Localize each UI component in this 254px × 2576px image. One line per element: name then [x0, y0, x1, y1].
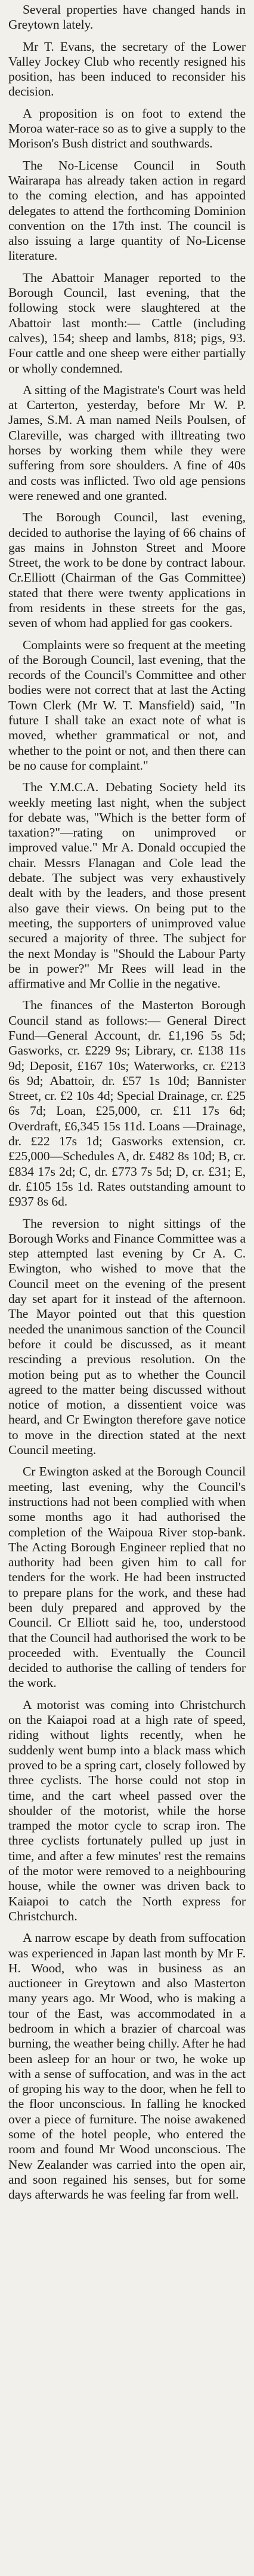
news-item-properties-sold: Several properties have changed hands in Greytown lately.: [8, 2, 246, 32]
news-item-abattoir-report: The Abattoir Manager reported to the Borough Council, last evening, that the following stock were slaughtered at the Abattoir last month:— Cattle (including calves), 154; sheep and lambs, 818; pigs, 93. Four cattle and one sheep were either partially or wholly condemned.: [8, 270, 246, 376]
news-item-water-race: A proposition is on foot to extend the Moroa water-race so as to give a supply to the Morison's Bush district and southwards.: [8, 106, 246, 151]
news-item-council-records: Complaints were so frequent at the meeting of the Borough Council, last evening, that the records of the Council's Committee and other bodies were not correct that at last the Acting Town Clerk (Mr W. T. Mansfield) said, "In future I shall take an exact note of what is moved, whether grammatical or not, and whether to the point or not, and then there can be no cause for complaint.": [8, 637, 246, 773]
news-item-gas-mains: The Borough Council, last evening, decided to authorise the laying of 66 chains of gas mains in Johnston Street and Moore Street, the work to be done by contract labour. Cr.Elliott (Chairman of the Gas Committee) stated that there were twenty applications in from residents in these streets for the gas, seven of whom had applied for gas cookers.: [8, 510, 246, 631]
news-item-borough-finances: The finances of the Masterton Borough Council stand as follows:— General Direct Fund—General Account, dr. £1,196 5s 5d; Gasworks, cr. £229 9s; Library, cr. £138 11s 9d; Deposit, £167 10s; Waterworks, cr. £213 6s 9d; Abattoir, dr. £57 1s 10d; Bannister Street, cr. £2 10s 4d; Special Drainage, cr. £25 6s 7d; Loan, £25,000, cr. £11 17s 6d; Overdraft, £6,345 15s 11d. Loans —Drainage, dr. £22 17s 1d; Gasworks extension, cr. £25,000—Schedules A, dr. £482 8s 10d; B, cr. £834 17s 2d; C, dr. £773 7s 5d; D, cr. £31; E, dr. £105 15s 1d. Rates outstanding amount to £937 8s 6d.: [8, 998, 246, 1209]
news-item-suffocation-escape: A narrow escape by death from suffocation was experienced in Japan last month by Mr F. H. Wood, who was in business as an auctioneer in Greytown and also Masterton many years ago. Mr Wood, who is making a tour of the East, was accommodated in a bedroom in which a brazier of charcoal was burning, the weather being chilly. After he had been asleep for an hour or two, he woke up with a sense of suffocation, and was in the act of groping his way to the door, when he fell to the floor unconscious. In falling he knocked over a piece of furniture. The noise awakened some of the hotel people, who entered the room and found Mr Wood unconscious. The New Zealander was carried into the open air, and soon regained his senses, but for some days afterwards he was feeling far from well.: [8, 1931, 246, 2202]
news-item-magistrates-court: A sitting of the Magistrate's Court was held at Carterton, yesterday, before Mr W. P. James, S.M. A man named Neils Poulsen, of Clareville, was charged with illtreating two horses by working them while they were suffering from sore shoulders. A fine of 40s and costs was inflicted. Two old age pensions were renewed and one granted.: [8, 382, 246, 503]
news-item-motorist-accident: A motorist was coming into Christchurch on the Kaiapoi road at a high rate of speed, riding without lights recently, when he suddenly went bump into a black mass which proved to be a spring cart, closely followed by three cyclists. The horse could not stop in time, and the cart wheel passed over the shoulder of the motorist, while the horse tramped the motor cycle to scrap iron. The three cyclists fortunately pulled up just in time, and after a few minutes' rest the remains of the motor were removed to a neighbouring house, while the owner was driven back to Kaiapoi to catch the North express for Christchurch.: [8, 1697, 246, 1923]
news-item-ymca-debate: The Y.M.C.A. Debating Society held its weekly meeting last night, when the subject for debate was, "Which is the better form of taxation?"—rating on unimproved or improved value." Mr A. Donald occupied the chair. Messrs Flanagan and Cole lead the debate. The subject was very exhaustively dealt with by the leaders, and those present also gave their views. On being put to the meeting, the supporters of unimproved value secured a majority of three. The subject for the next Monday is "Should the Labour Party be in power?" Mr Rees will lead in the affirmative and Mr Collie in the negative.: [8, 780, 246, 991]
news-item-no-license-council: The No-License Council in South Wairarapa has already taken action in regard to the coming election, and has appointed delegates to attend the forthcoming Dominion convention on the 17th inst. The council is also issuing a large quantity of No-License literature.: [8, 158, 246, 263]
news-item-night-sittings: The reversion to night sittings of the Borough Works and Finance Committee was a step attempted last evening by Cr A. C. Ewington, who wished to move that the Council meet on the evening of the present day set apart for it instead of the afternoon. The Mayor pointed out that this question needed the unanimous sanction of the Council before it could be discussed, as it meant rescinding a previous resolution. On the motion being put as to whether the Council agreed to the matter being discussed without notice of motion, a dissentient voice was heard, and Cr Ewington therefore gave notice to move in the direction stated at the next Council meeting.: [8, 1216, 246, 1458]
news-item-jockey-club-secretary: Mr T. Evans, the secretary of the Lower Valley Jockey Club who recently resigned his position, has been induced to reconsider his decision.: [8, 39, 246, 99]
news-item-stop-bank: Cr Ewington asked at the Borough Council meeting, last evening, why the Council's instructions had not been complied with when some months ago it had authorised the completion of the Waipoua River stop-bank. The Acting Borough Engineer replied that no authority had been given him to call for tenders for the work. He had been instructed to prepare plans for the work, and these had been duly prepared and approved by the Council. Cr Elliott said he, too, understood that the Council had authorised the work to be proceeded with. Eventually the Council decided to authorise the calling of tenders for the work.: [8, 1464, 246, 1690]
